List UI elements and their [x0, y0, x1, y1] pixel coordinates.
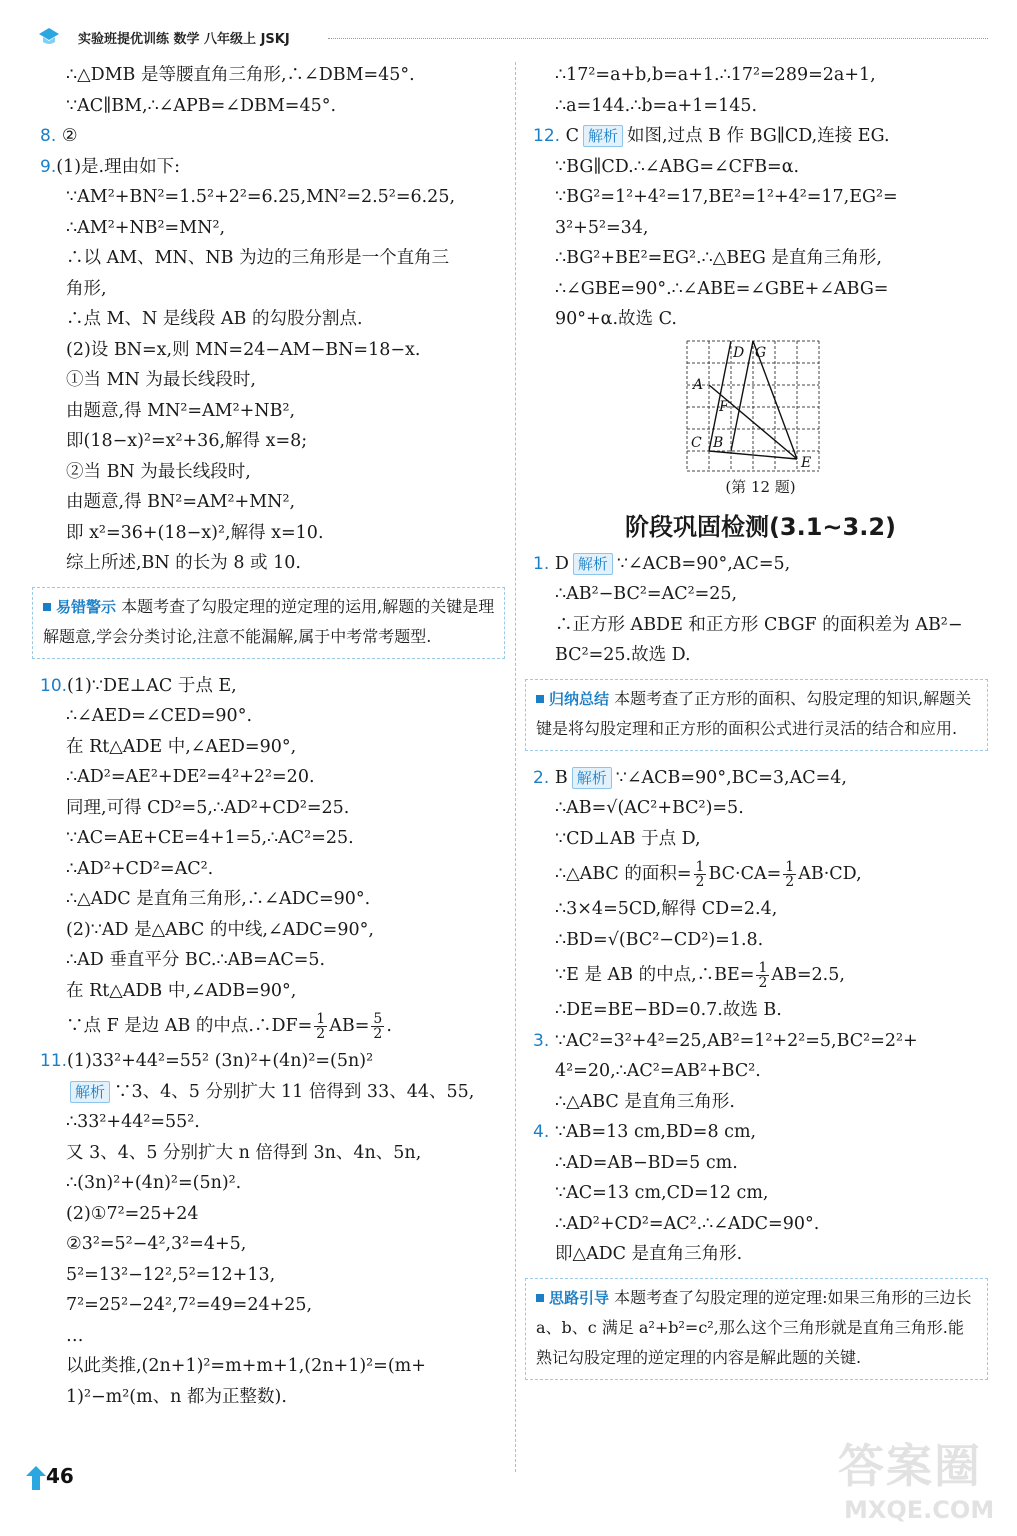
text-part: ∴△ABC 的面积=: [555, 864, 692, 884]
book-logo-icon: [36, 24, 62, 48]
text-line: ∴△ADC 是直角三角形,∴∠ADC=90°.: [66, 889, 371, 909]
fraction-numerator: 1: [695, 859, 705, 875]
text-line: 在 Rt△ADB 中,∠ADB=90°,: [66, 980, 297, 1001]
question-number: 2.: [533, 767, 550, 788]
answer-choice: C: [565, 126, 580, 146]
text-line: 即(18−x)²=x²+36,解得 x=8;: [66, 431, 308, 451]
label-D: D: [733, 344, 745, 361]
text-line: (2)①7²=25+24: [66, 1203, 199, 1224]
answer-text: ②: [61, 126, 78, 146]
section-title: 阶段巩固检测(3.1~3.2): [624, 512, 897, 541]
text-line: ∴AD²+CD²=AC².∴∠ADC=90°.: [555, 1213, 820, 1234]
book-title: 实验班提优训练 数学 八年级上 JSKJ: [78, 32, 290, 47]
question-number: 8.: [40, 126, 57, 146]
text-line: 以此类推,(2n+1)²=m+m+1,(2n+1)²=(m+: [66, 1356, 426, 1376]
text-part: BC·CA=: [708, 864, 782, 884]
label-F: F: [719, 398, 729, 415]
fraction-denominator: 2: [373, 1026, 383, 1042]
question-number: 11.: [40, 1051, 68, 1071]
text-line: ∴DE=BE−BD=0.7.故选 B.: [555, 1000, 782, 1020]
question-number: 4.: [533, 1122, 550, 1142]
text-line: ∵BG∥CD.∴∠ABG=∠CFB=α.: [555, 156, 800, 177]
note-label: 归纳总结: [536, 690, 609, 708]
column-divider: [515, 62, 516, 1472]
text-line: 在 Rt△ADE 中,∠AED=90°,: [66, 736, 297, 757]
fraction-numerator: 1: [316, 1011, 326, 1027]
fraction: [314, 1012, 327, 1041]
left-column: [40, 60, 505, 1412]
text-line: ∴AD=AB−BD=5 cm.: [555, 1152, 738, 1173]
question-number: 1.: [533, 553, 550, 574]
page-number: 46: [46, 1464, 74, 1488]
text-line: 如图,过点 B 作 BG∥CD,连接 EG.: [627, 126, 890, 146]
text-line: [533, 854, 988, 894]
label-C: C: [691, 434, 702, 451]
text-line: 1)²−m²(m、n 都为正整数).: [66, 1386, 287, 1407]
watermark-text: 答案圈: [838, 1439, 982, 1493]
label-B: B: [713, 434, 724, 451]
text-line: 4²=20,∴AC²=AB²+BC².: [555, 1061, 761, 1081]
text-line: ∴点 M、N 是线段 AB 的勾股分割点.: [66, 309, 363, 329]
fraction: [783, 860, 796, 889]
text-line: ∵BG²=1²+4²=17,BE²=1²+4²=17,EG²=: [555, 187, 898, 207]
text-line: ∴∠AED=∠CED=90°.: [66, 706, 253, 726]
watermark: [838, 1430, 998, 1530]
text-line: 即 x²=36+(18−x)²,解得 x=10.: [66, 522, 324, 543]
text-line: [533, 955, 988, 995]
text-line: ∴BD=√(BC²−CD²)=1.8.: [555, 929, 764, 950]
fraction: [756, 961, 769, 990]
text-line: …: [66, 1325, 84, 1346]
text-line: 由题意,得 MN²=AM²+NB²,: [66, 400, 296, 421]
text-line: ∴33²+44²=55².: [66, 1112, 200, 1132]
text-line: 角形,: [66, 278, 107, 299]
right-column: [533, 60, 988, 1392]
text-line: ∴(3n)²+(4n)²=(5n)².: [66, 1173, 242, 1193]
text-line: ∵AB=13 cm,BD=8 cm,: [554, 1122, 757, 1142]
text-line: 3²+5²=34,: [555, 217, 649, 238]
note-text: 本题考查了正方形的面积、勾股定理的知识,解题关键是将勾股定理和正方形的面积公式进行灵活的结合和应用.: [536, 688, 972, 738]
label-E: E: [801, 454, 812, 471]
text-line: ∴AD²+CD²=AC².: [66, 858, 214, 879]
text-line: ∴以 AM、MN、NB 为边的三角形是一个直角三: [66, 248, 450, 268]
fraction-denominator: 2: [316, 1026, 326, 1042]
text-line: ①当 MN 为最长线段时,: [66, 370, 256, 390]
text-line: (1)是.理由如下:: [56, 156, 180, 177]
text-part: AB=2.5,: [771, 965, 845, 985]
text-line: 又 3、4、5 分别扩大 n 倍得到 3n、4n、5n,: [66, 1142, 422, 1163]
text-line: (2)∵AD 是△ABC 的中线,∠ADC=90°,: [66, 919, 374, 940]
text-line: ②当 BN 为最长线段时,: [66, 461, 251, 482]
text-line: (2)设 BN=x,则 MN=24−AM−BN=18−x.: [66, 339, 421, 360]
text-line: 综上所述,BN 的长为 8 或 10.: [66, 553, 301, 573]
text-line: ∴∠GBE=90°.∴∠ABE=∠GBE+∠ABG=: [555, 278, 889, 299]
text-line: ∴AD²=AE²+DE²=4²+2²=20.: [66, 767, 315, 787]
text-part: AB·CD,: [798, 864, 862, 884]
text-line: ∴a=144.∴b=a+1=145.: [555, 95, 758, 116]
text-line: ∵AC=AE+CE=4+1=5,∴AC²=25.: [66, 828, 354, 848]
header-rule: [328, 38, 988, 39]
text-line: ∴△DMB 是等腰直角三角形,∴∠DBM=45°.: [66, 65, 415, 85]
fraction-denominator: 2: [758, 975, 768, 991]
text-line: ∴正方形 ABDE 和正方形 CBGF 的面积差为 AB²−: [555, 614, 963, 635]
text-line: 90°+α.故选 C.: [555, 309, 677, 329]
text-line: (1)∵DE⊥AC 于点 E,: [67, 675, 237, 696]
page-header: [28, 22, 988, 50]
text-line: 同理,可得 CD²=5,∴AD²+CD²=25.: [66, 797, 350, 818]
text-line: ∴17²=a+b,b=a+1.∴17²=289=2a+1,: [555, 65, 876, 85]
fraction-numerator: 1: [758, 960, 768, 976]
fraction-denominator: 2: [785, 874, 795, 890]
text-line: 7²=25²−24²,7²=49=24+25,: [66, 1295, 313, 1315]
text-part: AB=: [329, 1016, 370, 1036]
text-line: ∴AD 垂直平分 BC.∴AB=AC=5.: [66, 950, 326, 970]
grid-diagram: [683, 339, 823, 473]
page-number-badge: [24, 1462, 80, 1492]
answer-choice: B: [554, 767, 568, 788]
geometry-figure-q12: [533, 335, 988, 475]
fraction: [694, 860, 707, 889]
analysis-tag: 解析: [573, 553, 613, 575]
text-line: ∴3×4=5CD,解得 CD=2.4,: [555, 899, 778, 919]
figure-caption: (第 12 题): [725, 477, 796, 496]
question-number: 10.: [40, 675, 68, 696]
analysis-tag: 解析: [70, 1081, 110, 1103]
fraction-numerator: 5: [373, 1011, 383, 1027]
text-line: ∵AC=13 cm,CD=12 cm,: [555, 1183, 769, 1203]
text-line: BC²=25.故选 D.: [555, 645, 691, 665]
page-arrow-icon: [24, 1464, 48, 1492]
fraction: [371, 1012, 384, 1041]
note-label: 思路引导: [536, 1289, 609, 1307]
thinking-guide-note: [525, 1278, 988, 1380]
error-warning-note: [32, 587, 505, 659]
text-line: (1)33²+44²=55² (3n)²+(4n)²=(5n)²: [67, 1051, 374, 1071]
text-line: ∵CD⊥AB 于点 D,: [555, 828, 701, 849]
text-line: 即△ADC 是直角三角形.: [555, 1244, 743, 1264]
text-line: ∴AM²+NB²=MN²,: [66, 217, 226, 238]
text-line: ∴BG²+BE²=EG².∴△BEG 是直角三角形,: [555, 248, 882, 268]
question-number: 12.: [533, 126, 561, 146]
label-A: A: [693, 376, 704, 393]
summary-note: [525, 679, 988, 751]
text-line: ∴AB=√(AC²+BC²)=5.: [555, 798, 744, 818]
text-line: ∵∠ACB=90°,AC=5,: [616, 553, 791, 574]
text-line: ∵AC²=3²+4²=25,AB²=1²+2²=5,BC²=2²+: [554, 1030, 918, 1051]
text-line: ②3²=5²−4²,3²=4+5,: [66, 1234, 247, 1254]
watermark-url: MXQE.COM: [844, 1496, 995, 1524]
text-part: ∵E 是 AB 的中点,∴BE=: [555, 965, 755, 985]
text-part: .: [386, 1016, 392, 1036]
fraction-denominator: 2: [695, 874, 705, 890]
text-line: ∵AM²+BN²=1.5²+2²=6.25,MN²=2.5²=6.25,: [66, 187, 456, 207]
text-line: ∵∠ACB=90°,BC=3,AC=4,: [615, 767, 847, 788]
answer-choice: D: [554, 553, 569, 574]
text-line: ∴AB²−BC²=AC²=25,: [555, 584, 738, 604]
text-line: [40, 1006, 505, 1046]
text-line: ∴△ABC 是直角三角形.: [555, 1091, 735, 1112]
text-line: 由题意,得 BN²=AM²+MN²,: [66, 492, 296, 512]
note-text: 本题考查了勾股定理的逆定理:如果三角形的三边长 a、b、c 满足 a²+b²=c²,那么这个三角形就是直角三角形.能熟记勾股定理的逆定理的内容是解此题的关键.: [536, 1287, 972, 1367]
note-text: 本题考查了勾股定理的逆定理的运用,解题的关键是理解题意,学会分类讨论,注意不能漏解,属于中考常考题型.: [43, 596, 495, 646]
text-line: ∵AC∥BM,∴∠APB=∠DBM=45°.: [66, 95, 337, 116]
label-G: G: [755, 344, 767, 361]
analysis-tag: 解析: [583, 125, 623, 147]
text-part: ∵点 F 是边 AB 的中点.∴DF=: [66, 1016, 313, 1036]
text-line: 5²=13²−12²,5²=12+13,: [66, 1264, 276, 1285]
analysis-tag: 解析: [572, 767, 612, 789]
question-number: 9.: [40, 156, 57, 177]
question-number: 3.: [533, 1030, 550, 1051]
note-label: 易错警示: [43, 598, 116, 616]
fraction-numerator: 1: [785, 859, 795, 875]
text-line: ∵3、4、5 分别扩大 11 倍得到 33、44、55,: [114, 1081, 475, 1102]
